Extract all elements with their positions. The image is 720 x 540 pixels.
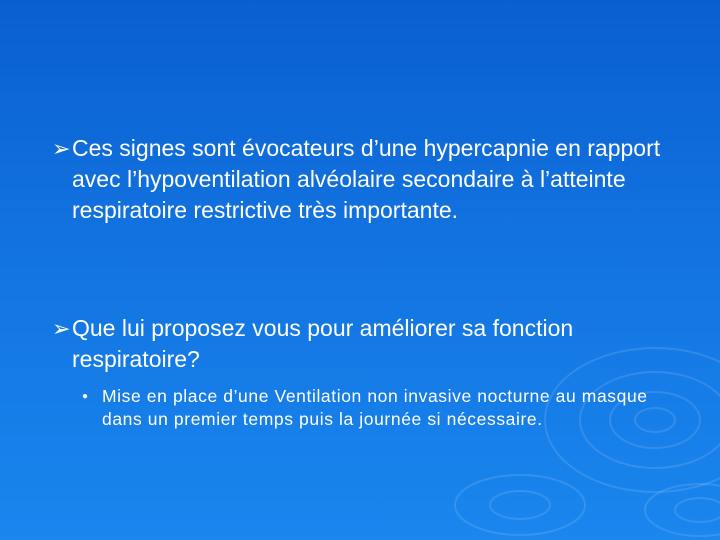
- bullet-item: [52, 133, 682, 226]
- sub-bullet-item: [82, 385, 682, 431]
- arrow-bullet-icon: ➢: [52, 316, 71, 341]
- bullet-item: [52, 313, 682, 375]
- sub-bullet-text: Mise en place d’une Ventilation non invasive nocturne au masque dans un premier temps puis la journée si nécessaire.: [102, 386, 648, 429]
- bullet-text: Ces signes sont évocateurs d’une hypercapnie en rapport avec l’hypoventilation alvéolaire secondaire à l’atteinte respiratoire restrictive très importante.: [72, 135, 661, 223]
- bullet-text: Que lui proposez vous pour améliorer sa fonction respiratoire?: [72, 315, 574, 372]
- dot-bullet-icon: ●: [82, 391, 89, 402]
- arrow-bullet-icon: ➢: [52, 136, 71, 161]
